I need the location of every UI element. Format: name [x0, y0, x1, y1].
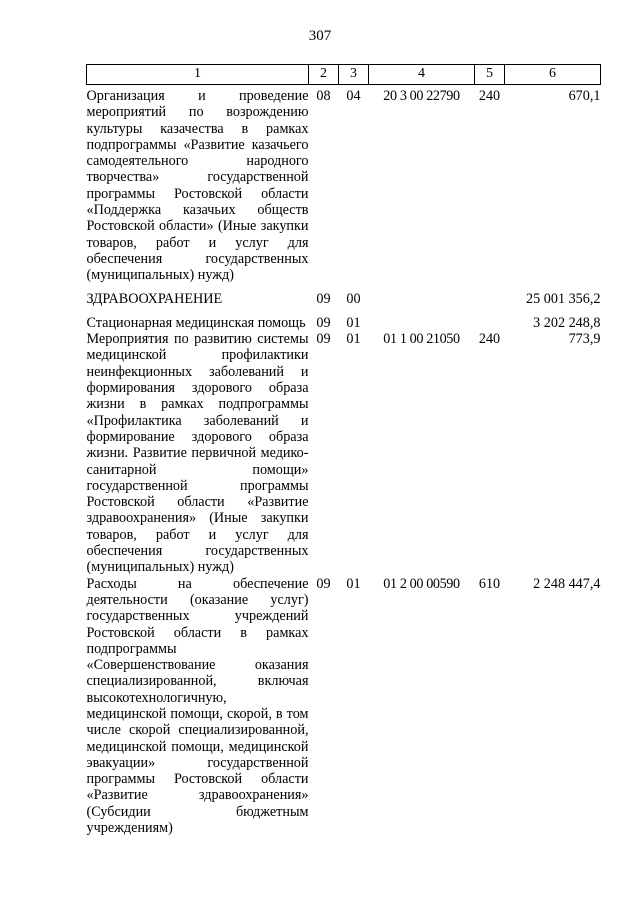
row-section-code: 09 — [316, 314, 331, 331]
row-name: Мероприятия по развитию системы медицинской профилактики неинфекционных заболеваний и формирования здорового образа жизни в рамках подпрограммы «Профилактика заболеваний и формирование здорового образа жизни. Развитие первичной медико-санитарной помощи» государственной программы Ростовской области «Развитие здравоохранения» (Иные закупки товаров, работ и услуг для обеспечения государственных (муниципальных) нужд) — [86, 331, 309, 576]
row-subsection-code: 01 — [346, 331, 361, 348]
header-col-6: 6 — [505, 65, 601, 85]
budget-table — [86, 64, 601, 836]
header-col-1: 1 — [87, 65, 309, 85]
row-sum: 670,1 — [568, 88, 601, 104]
row-sum: 2 248 447,4 — [533, 575, 601, 592]
row-expense-type: 240 — [478, 331, 501, 348]
row-sum: 773,9 — [568, 331, 601, 348]
row-name: Стационарная медицинская помощь — [86, 314, 306, 331]
row-section-code: 09 — [316, 575, 331, 592]
row-section-code: 09 — [316, 290, 331, 307]
row-name: Расходы на обеспечение деятельности (оказание услуг) государственных учреждений Ростовской области в рамках подпрограммы «Совершенствование оказания специализированной, включая высокотехнологичную, медицинской помощи, скорой, в том числе скорой специализированной, медицинской помощи, медицинской эвакуации» государственной программы Ростовской области «Развитие здравоохранения» (Субсидии бюджетным учреждениям) — [86, 575, 309, 837]
row-section-code: 09 — [316, 331, 331, 348]
row-expense-type — [475, 284, 505, 315]
row-target-code — [369, 284, 475, 315]
table-row — [87, 284, 601, 315]
table-row — [87, 85, 601, 284]
row-sum: 3 202 248,8 — [533, 314, 601, 331]
row-name: ЗДРАВООХРАНЕНИЕ — [86, 290, 223, 307]
table-row — [87, 331, 601, 575]
row-target-code: 01 1 00 21050 — [383, 331, 460, 348]
row-expense-type — [475, 315, 505, 331]
table-row — [87, 315, 601, 331]
header-col-3: 3 — [339, 65, 369, 85]
row-subsection-code: 04 — [346, 88, 361, 104]
row-section-code: 08 — [316, 88, 331, 104]
row-expense-type: 240 — [478, 88, 501, 104]
row-name: Организация и проведение мероприятий по возрождению культуры казачества в рамках подпрограммы «Развитие казачьего самодеятельного народного творчества» государственной программы Ростовской области «Поддержка казачьих обществ Ростовской области» (Иные закупки товаров, работ и услуг для обеспечения государственных (муниципальных) нужд) — [86, 88, 309, 284]
table-row — [87, 576, 601, 837]
row-subsection-code: 01 — [346, 575, 361, 592]
row-target-code: 01 2 00 00590 — [383, 575, 460, 592]
row-target-code: 20 3 00 22790 — [383, 88, 460, 104]
page-number: 307 — [308, 28, 332, 44]
header-col-2: 2 — [309, 65, 339, 85]
row-subsection-code: 00 — [346, 290, 361, 307]
row-target-code — [369, 315, 475, 331]
row-expense-type: 610 — [478, 575, 501, 592]
row-subsection-code: 01 — [346, 314, 361, 331]
header-col-5: 5 — [475, 65, 505, 85]
table-header-row — [87, 65, 601, 85]
header-col-4: 4 — [369, 65, 475, 85]
row-sum: 25 001 356,2 — [526, 290, 601, 307]
